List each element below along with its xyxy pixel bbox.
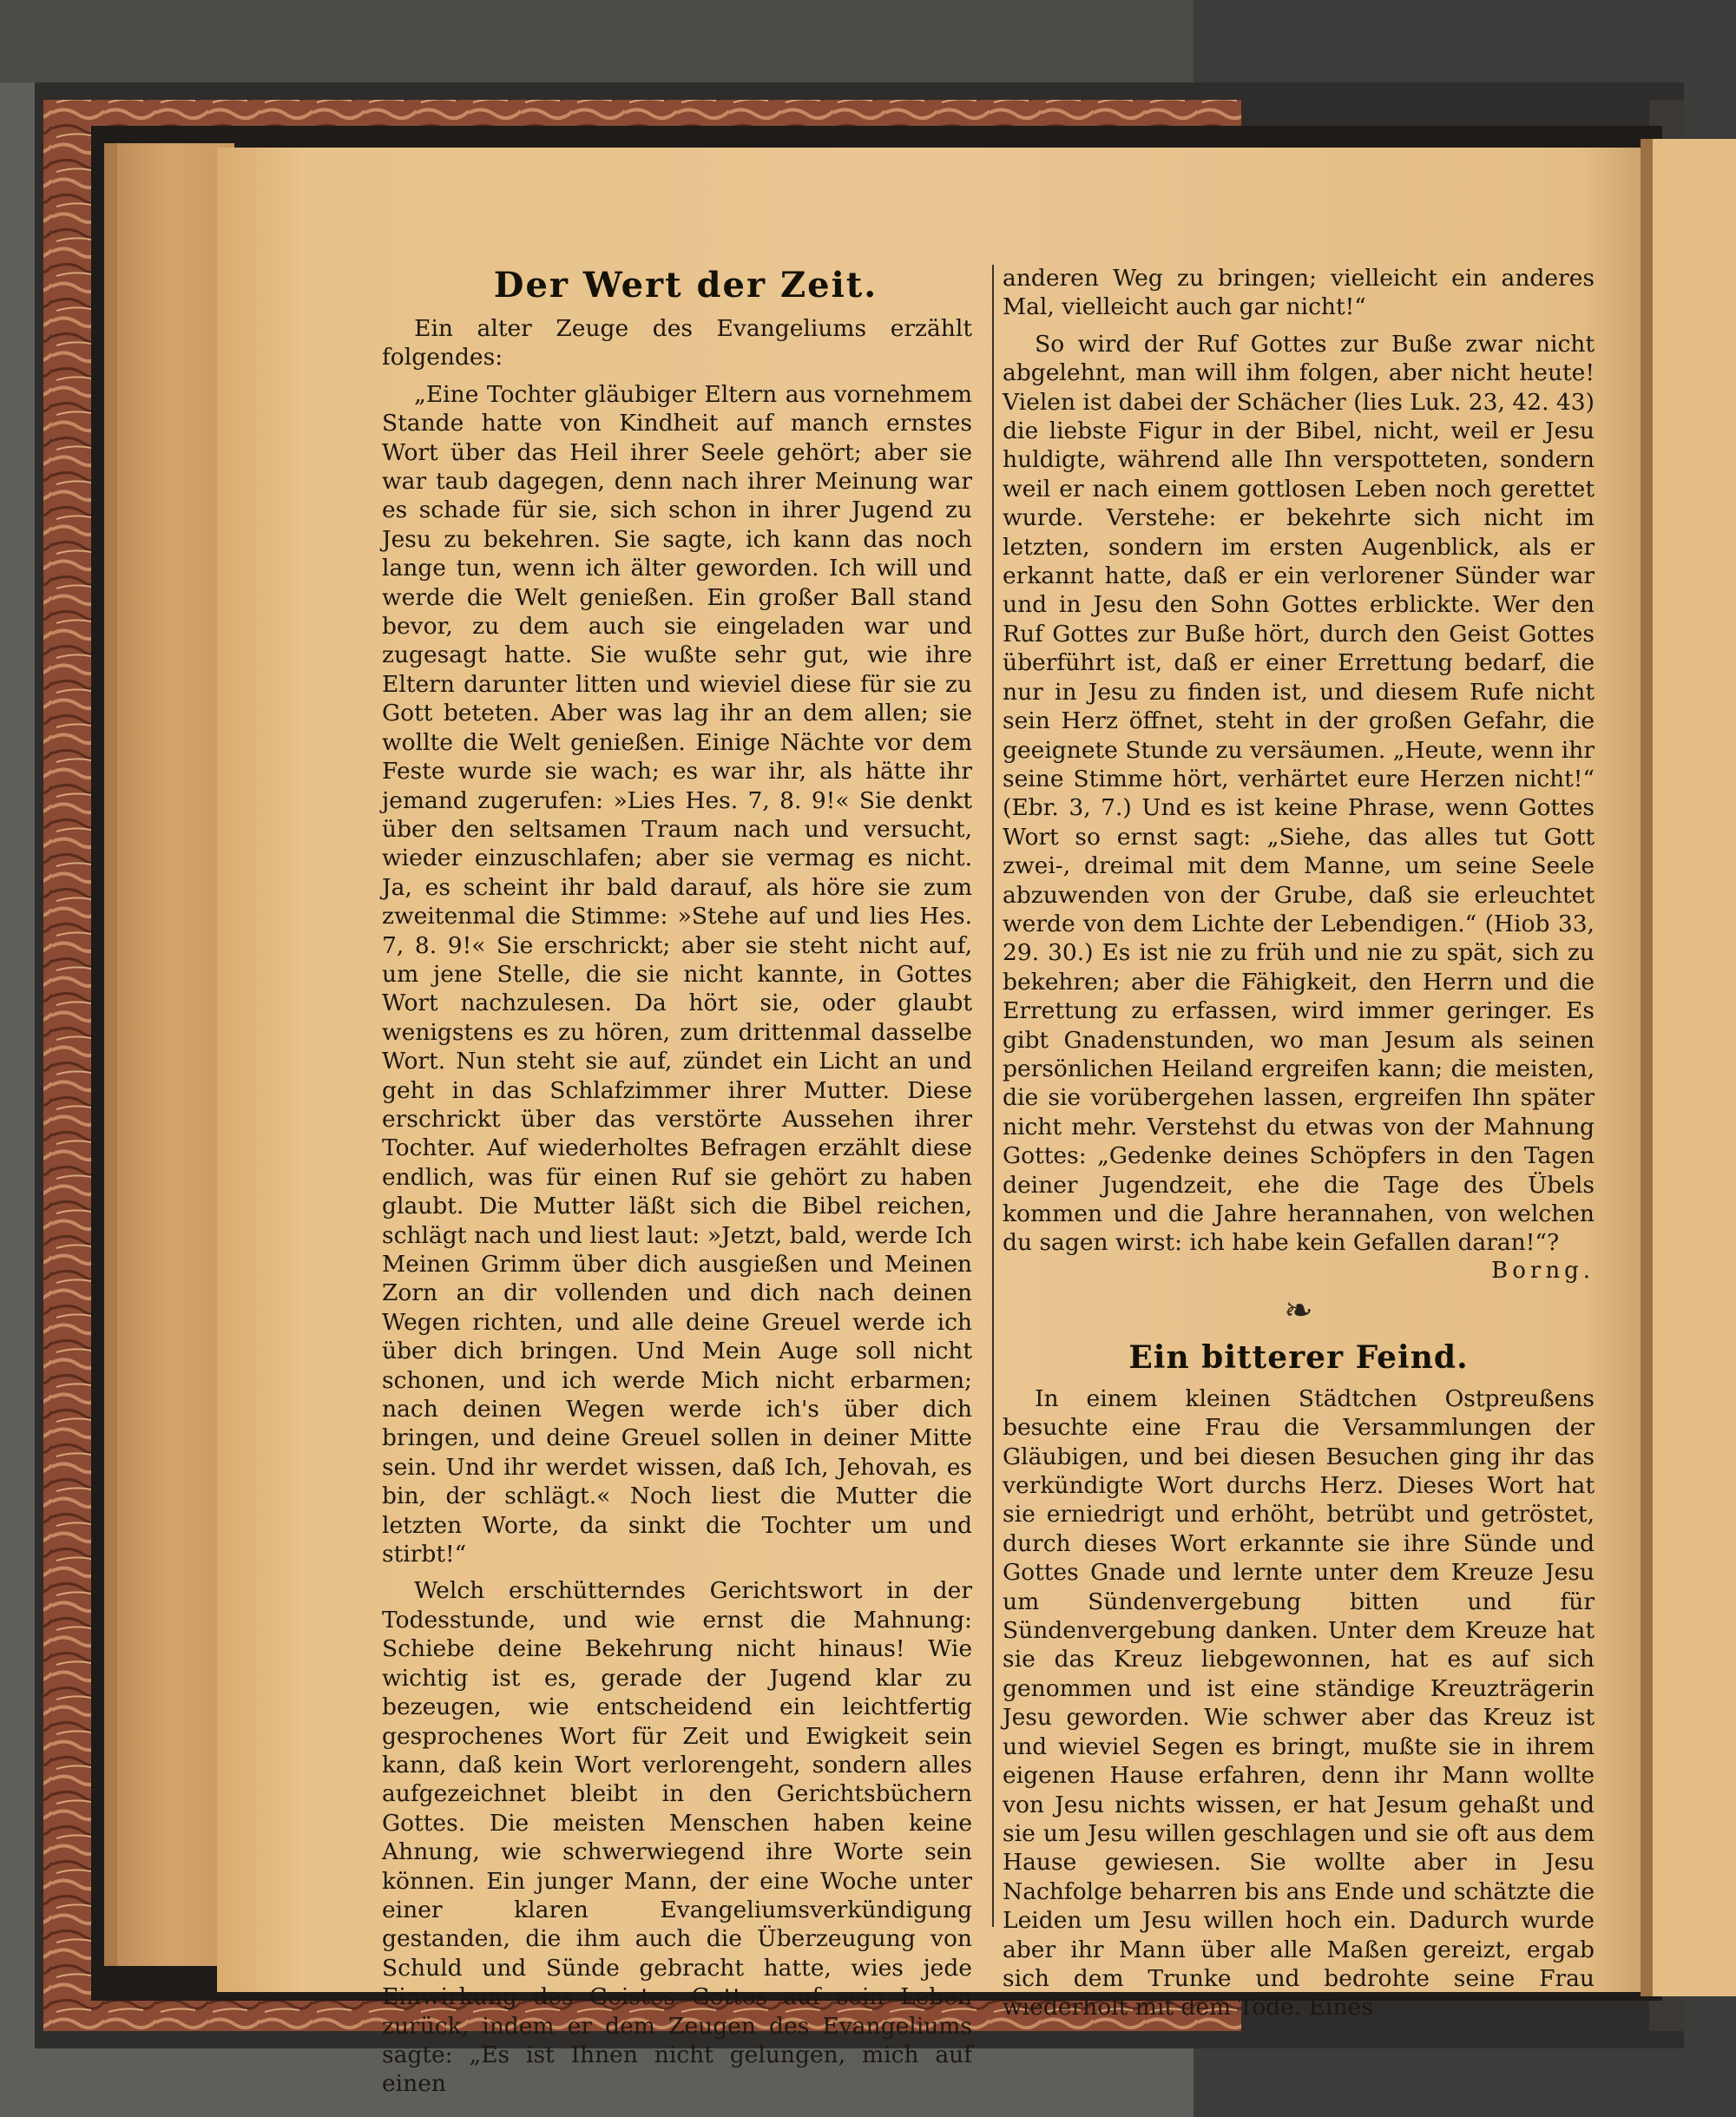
article-paragraph: So wird der Ruf Gottes zur Buße zwar nicht abgelehnt, man will ihm folgen, aber nicht heute! Vielen ist dabei der Schächer (lies Luk. 23, 42. 43) die liebste Figur in der Bibel, nicht, weil er Jesu huldigte, während alle Ihn verspotteten, sondern weil er nach einem gottlosen Leben noch gerettet wurde. Verstehe: er bekehrte sich nicht im letzten, sondern im ersten Augenblick, als er erkannt hatte, daß er ein verlorener Sünder war und in Jesu den Sohn Gottes erblickte. Wer den Ruf Gottes zur Buße hört, durch den Geist Gottes überführt ist, daß er einer Errettung bedarf, die nur in Jesu zu finden ist, und diesem Rufe nicht sein Herz öffnet, steht in der großen Gefahr, die geeignete Stunde zu versäumen. „Heute, wenn ihr seine Stimme hört, verhärtet eure Herzen nicht!“ (Ebr. 3, 7.) Und es ist keine Phrase, wenn Gottes Wort so ernst sagt: „Siehe, das alles tut Gott zwei-, dreimal mit dem Manne, um seine Seele abzuwenden von der Grube, daß sie erleuchtet werde von dem Lichte der Lebendigen.“ (Hiob 33, 29. 30.) Es ist nie zu früh und nie zu spät, sich zu bekehren; aber die Fähigkeit, den Herrn und die Errettung zu erfassen, wird immer geringer. Es gibt Gnadenstunden, wo man Jesum als seinen persönlichen Heiland ergreifen kann; die meisten, die sie vorübergehen lassen, ergreifen Ihn später nicht mehr. Verstehst du etwas von der Mahnung Gottes: „Gedenke deines Schöpfers in den Tagen deiner Jugendzeit, ehe die Tage des Übels kommen und die Jahre herannahen, von welchen du sagen wirst: ich habe kein Gefallen daran!“?	[1003, 330, 1595, 1257]
article-paragraph: anderen Weg zu bringen; vielleicht ein anderes Mal, vielleicht auch gar nicht!“	[1003, 265, 1595, 321]
left-column	[382, 314, 972, 2099]
column-divider	[992, 265, 994, 1927]
fleuron-ornament: ❧	[1284, 1290, 1313, 1331]
article-title: Der Wert der Zeit.	[493, 265, 878, 306]
article-paragraph: Welch erschütterndes Gerichtswort in der Todesstunde, und wie ernst die Mahnung: Schiebe deine Bekehrung nicht hinaus! Wie wichtig ist es, gerade der Jugend klar zu bezeugen, wie entscheidend ein leichtfertig gesprochenes Wort für Zeit und Ewigkeit sein kann, daß kein Wort verlorengeht, sondern alles aufgezeichnet bleibt in den Gerichtsbüchern Gottes. Die meisten Menschen haben keine Ahnung, wie schwerwiegend ihre Worte sein können. Ein junger Mann, der eine Woche unter einer klaren Evangeliumsverkündigung gestanden, die ihm auch die Überzeugung von Schuld und Sünde gebracht hatte, wies jede Einwirkung des Geistes Gottes auf sein Leben zurück, indem er dem Zeugen des Evangeliums sagte: „Es ist Ihnen nicht gelungen, mich auf einen	[382, 1577, 972, 2098]
author-signature: Borng.	[1491, 1257, 1595, 1284]
article-paragraph: Ein alter Zeuge des Evangeliums erzählt folgendes:	[382, 315, 972, 371]
right-column	[1003, 264, 1595, 2022]
article-title: Ein bitterer Feind.	[1128, 1338, 1469, 1376]
article-paragraph: „Eine Tochter gläubiger Eltern aus vornehmem Stande hatte von Kindheit auf manch ernstes Wort über das Heil ihrer Seele gehört; aber sie war taub dagegen, denn nach ihrer Meinung war es schade für sie, sich schon in ihrer Jugend zu Jesu zu bekehren. Sie sagte, ich kann das noch lange tun, wenn ich älter geworden. Ich will und werde die Welt genießen. Ein großer Ball stand bevor, zu dem auch sie eingeladen war und zugesagt hatte. Sie wußte sehr gut, wie ihre Eltern darunter litten und wieviel diese für sie zu Gott beteten. Aber was lag ihr an dem allen; sie wollte die Welt genießen. Einige Nächte vor dem Feste wurde sie wach; es war ihr, als hätte ihr jemand zugerufen: »Lies Hes. 7, 8. 9!« Sie denkt über den seltsamen Traum nach und versucht, wieder einzuschlafen; aber sie vermag es nicht. Ja, es scheint ihr bald darauf, als höre sie zum zweitenmal die Stimme: »Stehe auf und lies Hes. 7, 8. 9!« Sie erschrickt; aber sie steht nicht auf, um jene Stelle, die sie nicht kannte, in Gottes Wort nachzulesen. Da hört sie, oder glaubt wenigstens es zu hören, zum drittenmal dasselbe Wort. Nun steht sie auf, zündet ein Licht an und geht in das Schlafzimmer ihrer Mutter. Diese erschrickt über das verstörte Aussehen ihrer Tochter. Auf wiederholtes Befragen erzählt diese endlich, was für einen Ruf sie gehört zu haben glaubt. Die Mutter läßt sich die Bibel reichen, schlägt nach und liest laut: »Jetzt, bald, werde Ich Meinen Grimm über dich ausgießen und Meinen Zorn an dir vollenden und dich nach deinen Wegen richten, und alle deine Greuel werde ich über dich bringen. Und Mein Auge soll nicht schonen, und ich werde Mich nicht erbarmen; nach deinen Wegen werde ich's über dich bringen, und deine Greuel sollen in deiner Mitte sein. Und ihr werdet wissen, daß Ich, Jehovah, es bin, der schlägt.« Noch liest die Mutter die letzten Worte, da sinkt die Tochter um und stirbt!“	[382, 380, 972, 1568]
article-paragraph: In einem kleinen Städtchen Ostpreußens besuchte eine Frau die Versammlungen der Gläubigen, und bei diesen Besuchen ging ihr das verkündigte Wort durchs Herz. Dieses Wort hat sie erniedrigt und erhöht, betrübt und getröstet, durch dieses Wort erkannte sie ihre Sünde und Gottes Gnade und lernte unter dem Kreuze Jesu um Sündenvergebung bitten und für Sündenvergebung danken. Unter dem Kreuze hat sie das Kreuz liebgewonnen, hat es auf sich genommen und ist eine ständige Kreuzträgerin Jesu geworden. Wie schwer aber das Kreuz ist und wieviel Segen es bringt, mußte sie in ihrem eigenen Hause erfahren, denn ihr Mann wollte von Jesu nichts wissen, er hat Jesum gehaßt und sie um Jesu willen geschlagen und sie oft aus dem Hause gewiesen. Sie wollte aber in Jesu Nachfolge beharren bis ans Ende und schätzte die Leiden um Jesu willen hoch ein. Dadurch wurde aber ihr Mann über alle Maßen gereizt, ergab sich dem Trunke und bedrohte seine Frau wiederholt mit dem Tode. Eines	[1003, 1384, 1595, 2022]
